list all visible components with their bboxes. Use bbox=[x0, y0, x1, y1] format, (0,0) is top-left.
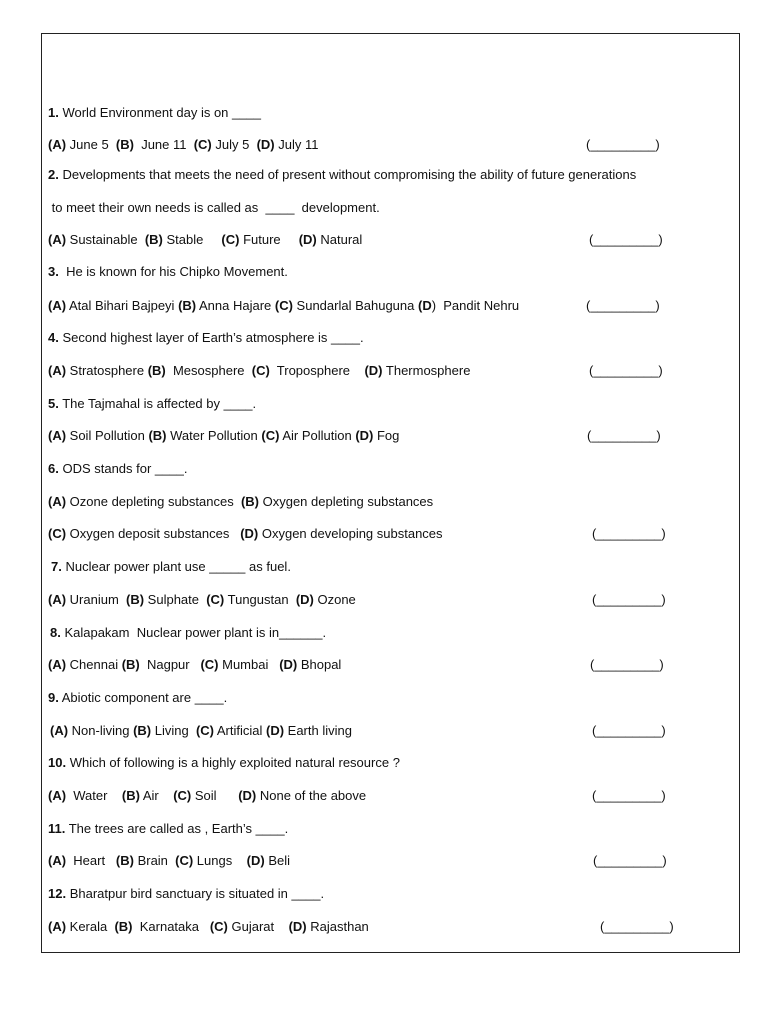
option-label: (A) bbox=[48, 592, 67, 607]
option-label: (D) bbox=[298, 232, 317, 247]
option-label: (C) bbox=[195, 723, 214, 738]
option-label: (A) bbox=[50, 723, 69, 738]
option-text: Uranium bbox=[66, 592, 127, 607]
question-text: Kalapakam Nuclear power plant is in______. bbox=[60, 625, 327, 640]
option-text: Soil Pollution bbox=[66, 428, 149, 443]
option-text: June 11 bbox=[133, 137, 194, 152]
question-number: 7. bbox=[51, 559, 62, 574]
answer-blank[interactable]: (_________) bbox=[593, 853, 667, 868]
option-text: Air bbox=[139, 788, 174, 803]
option-label: (D) bbox=[240, 526, 259, 541]
option-label: (A) bbox=[48, 363, 67, 378]
option-label: (B) bbox=[240, 494, 259, 509]
question-text: The trees are called as , Earth’s ____. bbox=[65, 821, 289, 836]
option-label: (C) bbox=[193, 137, 212, 152]
option-label: (D) bbox=[256, 137, 275, 152]
question-3 bbox=[48, 264, 288, 280]
option-label: (B) bbox=[133, 723, 152, 738]
question-number: 3. bbox=[48, 264, 59, 279]
question-text: Which of following is a highly exploited natural resource ? bbox=[66, 755, 400, 770]
option-text: Oxygen depleting substances bbox=[258, 494, 434, 509]
answer-blank[interactable]: (_________) bbox=[590, 657, 664, 672]
option-text: Nagpur bbox=[139, 657, 201, 672]
option-label: (C) bbox=[274, 298, 293, 313]
question-text: Second highest layer of Earth’s atmosphere is ____. bbox=[58, 330, 364, 345]
question-number: 8. bbox=[50, 625, 61, 640]
option-label: (D) bbox=[266, 723, 285, 738]
question-5-options bbox=[48, 428, 399, 444]
question-number: 6. bbox=[48, 461, 59, 476]
option-text: Artificial bbox=[213, 723, 266, 738]
option-label: (A) bbox=[48, 137, 67, 152]
option-text: Oxygen developing substances bbox=[258, 526, 443, 541]
option-text: July 5 bbox=[211, 137, 257, 152]
option-label: (A) bbox=[48, 657, 67, 672]
question-5 bbox=[48, 396, 256, 412]
question-10 bbox=[48, 755, 400, 771]
option-label: (D) bbox=[238, 788, 257, 803]
option-label: (C) bbox=[261, 428, 280, 443]
answer-blank[interactable]: (_________) bbox=[600, 919, 674, 934]
question-text: ODS stands for ____. bbox=[58, 461, 188, 476]
option-text: Sulphate bbox=[144, 592, 207, 607]
option-text: Karnataka bbox=[132, 919, 210, 934]
option-label: (A) bbox=[48, 494, 67, 509]
answer-blank[interactable]: (_________) bbox=[586, 298, 660, 313]
answer-blank[interactable]: (_________) bbox=[587, 428, 661, 443]
question-number: 2. bbox=[48, 167, 59, 182]
option-label: (B) bbox=[178, 298, 197, 313]
option-label: (D bbox=[417, 298, 432, 313]
question-9-options bbox=[50, 723, 352, 739]
option-text: Bhopal bbox=[297, 657, 342, 672]
option-label: (C) bbox=[206, 592, 225, 607]
option-text: July 11 bbox=[274, 137, 319, 152]
question-10-options bbox=[48, 788, 366, 804]
option-text: Brain bbox=[133, 853, 176, 868]
option-label: (A) bbox=[48, 788, 67, 803]
question-7 bbox=[51, 559, 291, 575]
option-label: (A) bbox=[48, 853, 67, 868]
question-8 bbox=[50, 625, 326, 641]
option-text: Mesosphere bbox=[165, 363, 252, 378]
question-2 bbox=[48, 167, 636, 183]
question-number: 1. bbox=[48, 105, 59, 120]
option-label: (B) bbox=[144, 232, 163, 247]
option-text: Natural bbox=[316, 232, 363, 247]
option-text: Oxygen deposit substances bbox=[66, 526, 241, 541]
option-label: (C) bbox=[221, 232, 240, 247]
option-text: Heart bbox=[66, 853, 116, 868]
option-text: ) Pandit Nehru bbox=[431, 298, 520, 313]
option-label: (C) bbox=[173, 788, 192, 803]
question-6 bbox=[48, 461, 187, 477]
question-9 bbox=[48, 690, 227, 706]
option-text: Chennai bbox=[66, 657, 122, 672]
option-label: (D) bbox=[355, 428, 374, 443]
option-label: (C) bbox=[251, 363, 270, 378]
option-text: Sundarlal Bahuguna bbox=[292, 298, 418, 313]
option-text: Anna Hajare bbox=[196, 298, 275, 313]
question-text: The Tajmahal is affected by ____. bbox=[58, 396, 257, 411]
answer-blank[interactable]: (_________) bbox=[592, 526, 666, 541]
option-label: (A) bbox=[48, 919, 67, 934]
option-text: Stable bbox=[162, 232, 222, 247]
question-8-options bbox=[48, 657, 341, 673]
answer-blank[interactable]: (_________) bbox=[592, 788, 666, 803]
option-label: (A) bbox=[48, 428, 67, 443]
option-text: Beli bbox=[264, 853, 291, 868]
option-label: (D) bbox=[246, 853, 265, 868]
question-4 bbox=[48, 330, 364, 346]
option-label: (D) bbox=[295, 592, 314, 607]
option-text: Tungustan bbox=[224, 592, 296, 607]
option-text: Future bbox=[239, 232, 299, 247]
option-text: Mumbai bbox=[218, 657, 280, 672]
question-6-options-row1 bbox=[48, 494, 433, 510]
option-label: (C) bbox=[209, 919, 228, 934]
question-1-options bbox=[48, 137, 318, 153]
option-text: Lungs bbox=[193, 853, 247, 868]
question-number: 10. bbox=[48, 755, 67, 770]
question-text: Abiotic component are ____. bbox=[58, 690, 228, 705]
option-label: (D) bbox=[279, 657, 298, 672]
option-text: Ozone depleting substances bbox=[66, 494, 241, 509]
question-11 bbox=[48, 821, 288, 837]
option-label: (B) bbox=[121, 788, 140, 803]
option-text: Earth living bbox=[284, 723, 352, 738]
question-6-options-row2 bbox=[48, 526, 443, 542]
option-label: (B) bbox=[115, 853, 134, 868]
option-label: (D) bbox=[288, 919, 307, 934]
question-number: 11. bbox=[48, 821, 66, 836]
question-2-options bbox=[48, 232, 362, 248]
option-text: Ozone bbox=[313, 592, 356, 607]
question-3-options bbox=[48, 298, 519, 314]
answer-blank[interactable]: (_________) bbox=[592, 723, 666, 738]
option-text: Air Pollution bbox=[279, 428, 356, 443]
option-label: (C) bbox=[175, 853, 194, 868]
option-text: Troposphere bbox=[269, 363, 365, 378]
question-12 bbox=[48, 886, 324, 902]
question-number: 5. bbox=[48, 396, 59, 411]
option-text: Kerala bbox=[66, 919, 115, 934]
option-label: (C) bbox=[200, 657, 219, 672]
question-number: 12. bbox=[48, 886, 67, 901]
option-label: (B) bbox=[115, 137, 134, 152]
option-text: Fog bbox=[373, 428, 400, 443]
question-1 bbox=[48, 105, 261, 121]
question-text: Bharatpur bird sanctuary is situated in ____. bbox=[66, 886, 325, 901]
option-text: June 5 bbox=[66, 137, 116, 152]
option-text: Thermosphere bbox=[382, 363, 471, 378]
question-number: 9. bbox=[48, 690, 59, 705]
option-text: Non-living bbox=[68, 723, 134, 738]
option-label: (B) bbox=[148, 428, 167, 443]
option-label: (A) bbox=[48, 232, 67, 247]
option-text: Atal Bihari Bajpeyi bbox=[66, 298, 179, 313]
answer-blank[interactable]: (_________) bbox=[589, 232, 663, 247]
question-text: He is known for his Chipko Movement. bbox=[58, 264, 288, 279]
question-text: Developments that meets the need of present without compromising the ability of future generations bbox=[58, 167, 637, 182]
question-text: Nuclear power plant use _____ as fuel. bbox=[61, 559, 291, 574]
question-number: 4. bbox=[48, 330, 59, 345]
option-text: Soil bbox=[191, 788, 239, 803]
option-label: (D) bbox=[364, 363, 383, 378]
option-text: Rajasthan bbox=[306, 919, 369, 934]
answer-blank[interactable]: (_________) bbox=[592, 592, 666, 607]
option-text: Sustainable bbox=[66, 232, 145, 247]
answer-blank[interactable]: (_________) bbox=[586, 137, 660, 152]
question-4-options bbox=[48, 363, 470, 379]
option-label: (B) bbox=[114, 919, 133, 934]
option-text: Water Pollution bbox=[166, 428, 262, 443]
option-text: Gujarat bbox=[227, 919, 289, 934]
question-7-options bbox=[48, 592, 356, 608]
option-text: Living bbox=[151, 723, 196, 738]
question-text: World Environment day is on ____ bbox=[58, 105, 261, 120]
option-text: Water bbox=[66, 788, 122, 803]
question-12-options bbox=[48, 919, 369, 935]
option-label: (B) bbox=[147, 363, 166, 378]
question-2-continued: to meet their own needs is called as ____ development. bbox=[48, 200, 380, 215]
answer-blank[interactable]: (_________) bbox=[589, 363, 663, 378]
option-label: (A) bbox=[48, 298, 67, 313]
question-11-options bbox=[48, 853, 290, 869]
option-label: (B) bbox=[126, 592, 145, 607]
option-label: (C) bbox=[48, 526, 67, 541]
option-label: (B) bbox=[121, 657, 140, 672]
option-text: None of the above bbox=[256, 788, 367, 803]
option-text: Stratosphere bbox=[66, 363, 148, 378]
